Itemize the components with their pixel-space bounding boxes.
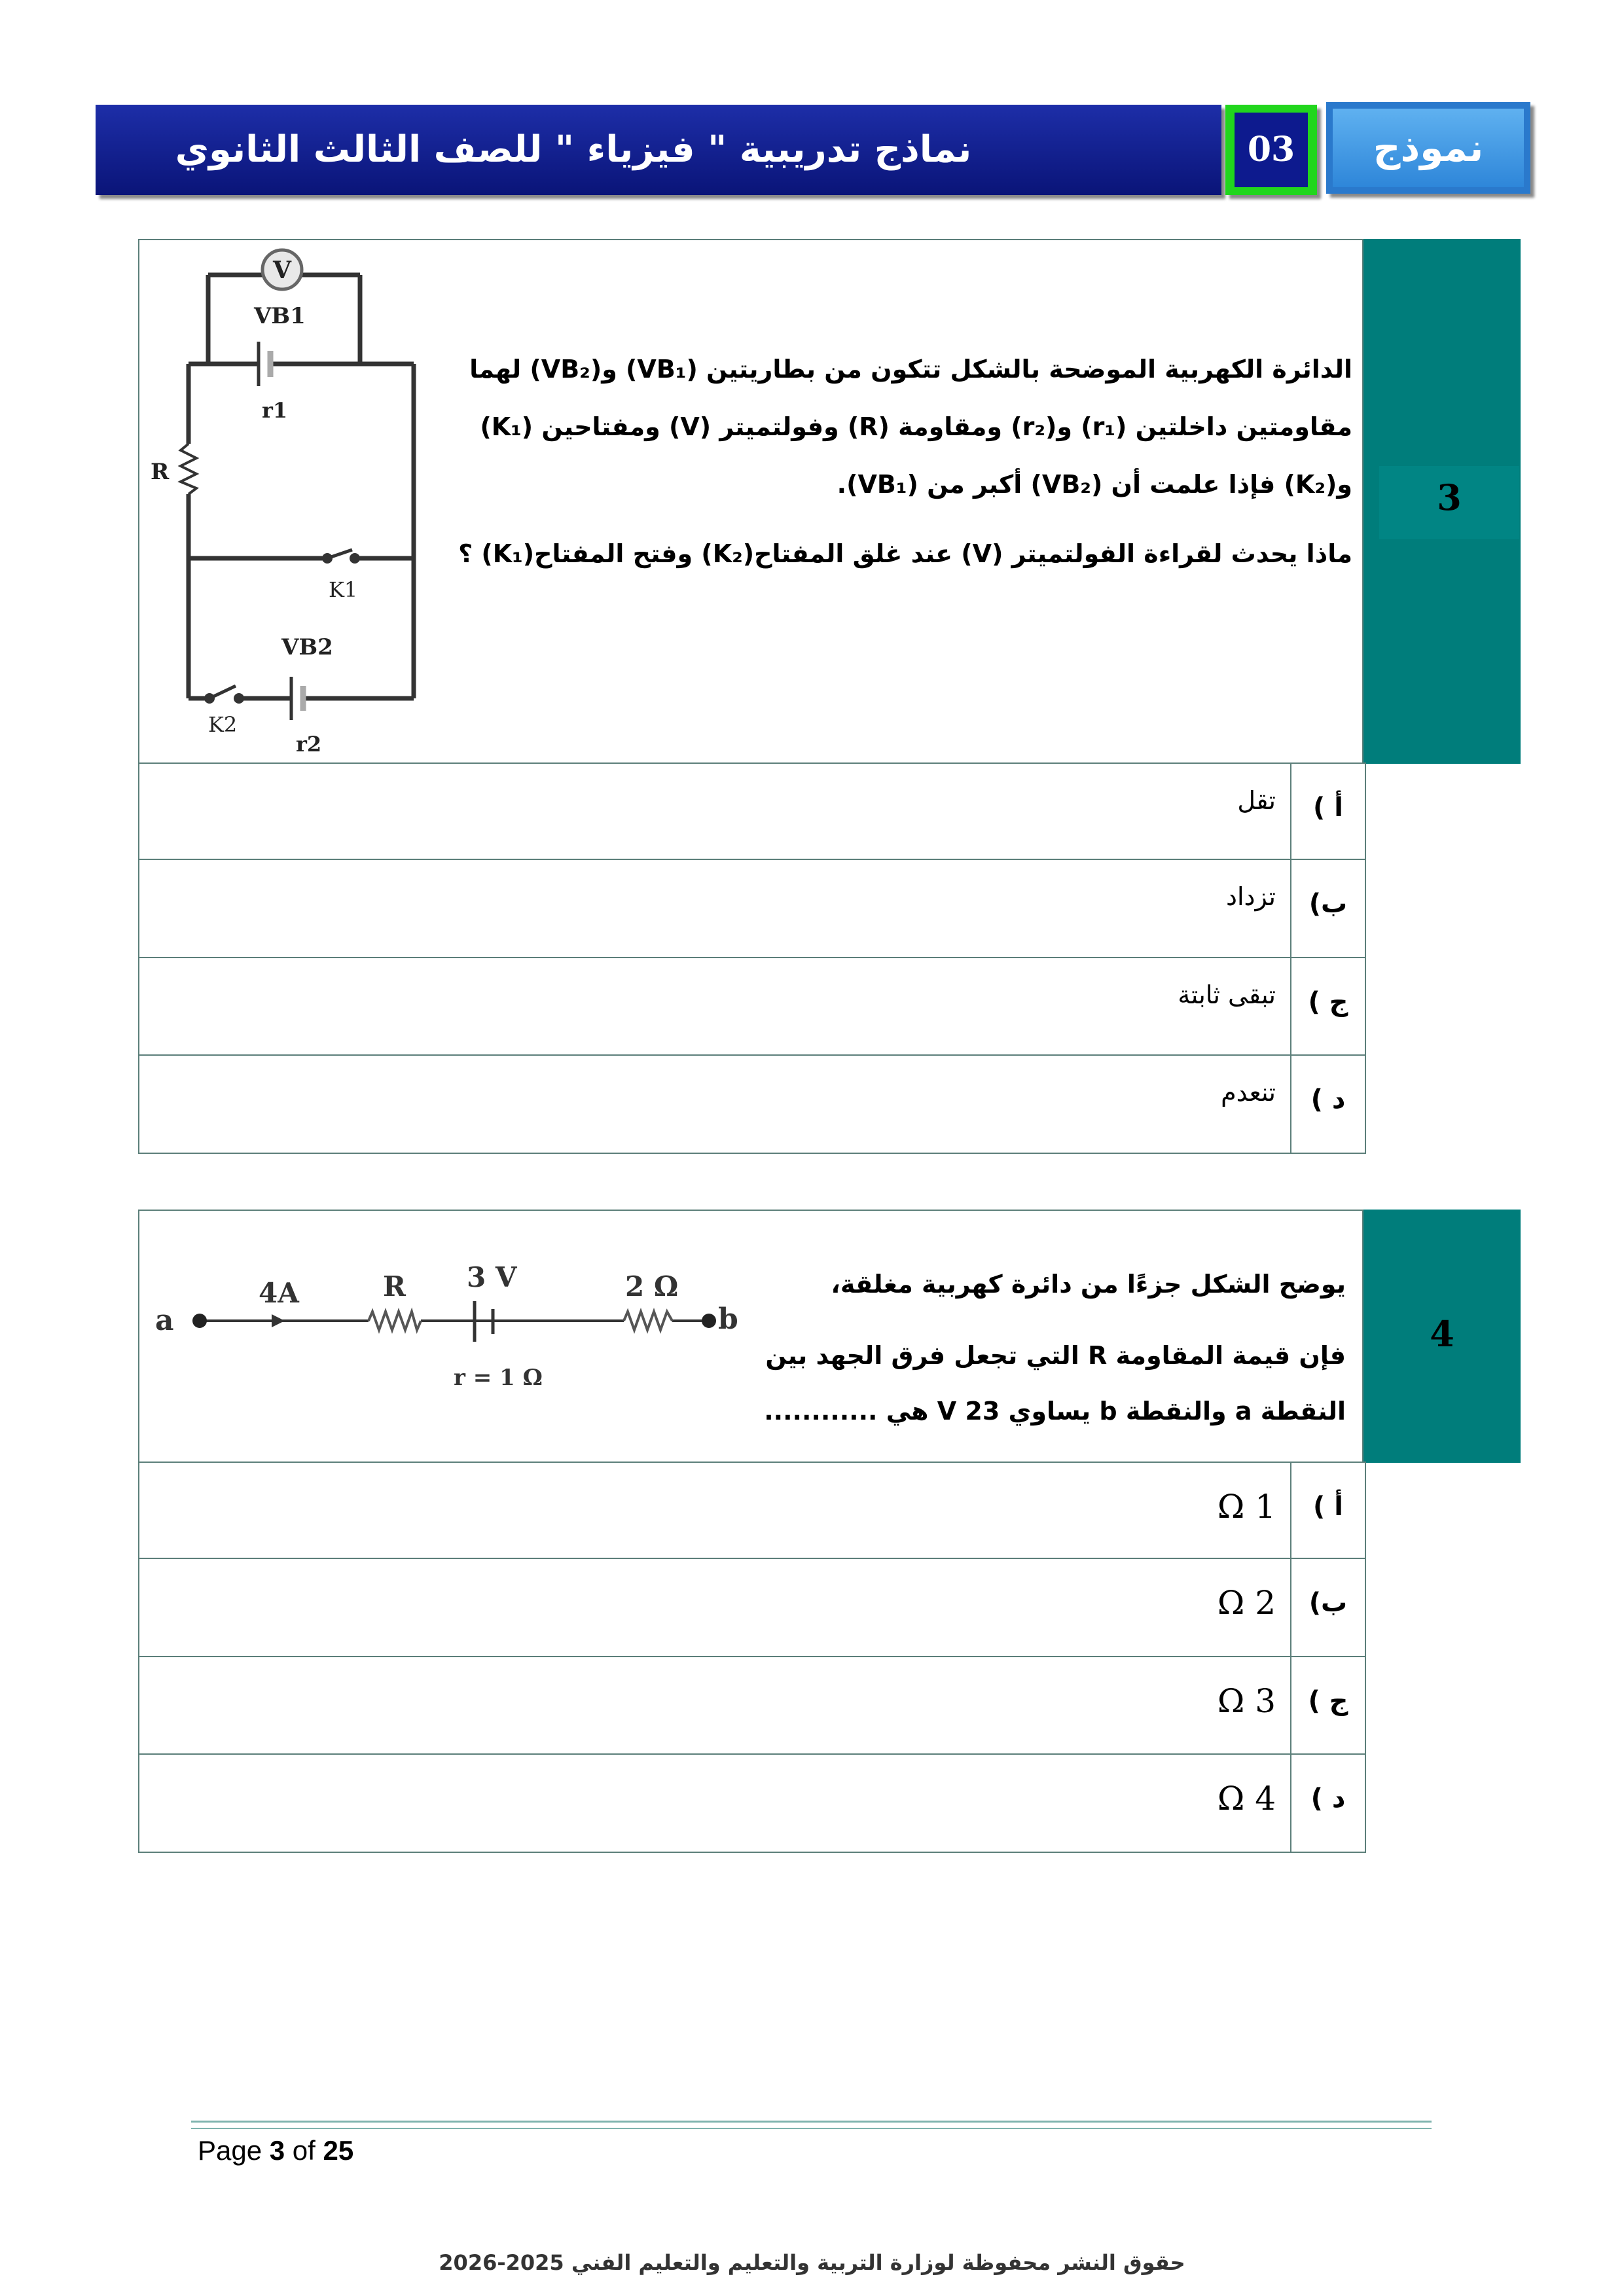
question-3-line-4: ماذا يحدث لقراءة الفولتميتر (V) عند غلق المفتاح(K₂) وفتح المفتاح(K₁) ؟ [458,539,1352,568]
question-4-options [138,1462,1366,1853]
label-b: b [718,1302,738,1336]
option-text: 2 Ω [139,1558,1291,1657]
question-4-text [724,1251,1346,1444]
option-letter: د ) [1291,1754,1365,1852]
option-letter: ج ) [1291,958,1365,1055]
label-internal-r: r = 1 Ω [454,1365,543,1391]
option-letter: أ ) [1291,763,1365,859]
label-k2: K2 [208,712,238,737]
page-label: Page [198,2135,262,2166]
question-4-line-2: فإن قيمة المقاومة R التي تجعل فرق الجهد بين [765,1341,1346,1370]
option-text: تزداد [139,859,1291,958]
option-text: 4 Ω [139,1754,1291,1852]
option-letter: ب) [1291,859,1365,958]
label-r: R [383,1270,406,1302]
label-r1: r1 [262,398,288,423]
option-row[interactable] [139,1754,1365,1852]
point-a-dot [192,1314,207,1328]
option-row[interactable] [139,1055,1365,1153]
label-r: R [151,459,170,485]
option-row[interactable] [139,958,1365,1055]
question-3-options [138,762,1366,1154]
question-3-line-3: و(K₂) فإذا علمت أن (VB₂) أكبر من (VB₁). [837,470,1352,499]
question-4-number: 4 [1430,1313,1454,1355]
model-label-box [1326,102,1530,194]
page-current: 3 [269,2135,285,2166]
voltmeter-label: V [273,257,291,284]
copyright-notice: حقوق النشر محفوظة لوزارة التربية والتعليم والتعليم الفني 2025-2026 [439,2250,1185,2275]
resistor-2ohm [624,1312,672,1330]
point-b-dot [702,1314,716,1328]
page-number [198,2135,353,2166]
page-total: 25 [323,2135,354,2166]
switch-k1-lever [327,550,352,558]
option-row[interactable] [139,763,1365,859]
label-r2: r2 [296,732,322,757]
label-vb2: VB2 [281,634,333,660]
current-arrow [272,1314,285,1327]
option-text: تقل [139,763,1291,859]
option-letter: أ ) [1291,1462,1365,1558]
resistor-r [181,444,196,494]
label-a: a [155,1304,174,1337]
option-row[interactable] [139,1462,1365,1558]
question-3-line-1: الدائرة الكهربية الموضحة بالشكل تتكون من بطاريتين (VB₁) و(VB₂) لهما [469,355,1352,384]
question-4-line-1: يوضح الشكل جزءًا من دائرة كهربية مغلقة، [831,1270,1346,1299]
option-text: تبقى ثابتة [139,958,1291,1055]
circuit-diagram-q4 [147,1244,769,1401]
label-current: 4A [259,1277,299,1309]
option-text: 3 Ω [139,1657,1291,1754]
label-2-ohm: 2 Ω [625,1270,679,1302]
option-row[interactable] [139,1558,1365,1657]
option-letter: ب) [1291,1558,1365,1657]
page-of: of [292,2135,316,2166]
resistor-r [369,1312,421,1330]
option-text: تنعدم [139,1055,1291,1153]
footer-divider [191,2121,1432,2129]
label-k1: K1 [329,577,358,602]
question-3-text [436,340,1352,583]
question-3-number: 3 [1437,476,1462,518]
model-number: 03 [1235,113,1308,187]
header-title: نماذج تدريبية " فيزياء " للصف الثالث الثانوي [175,128,972,171]
circuit-diagram-q3 [144,242,452,759]
label-vb1: VB1 [254,303,306,329]
option-letter: ج ) [1291,1657,1365,1754]
option-row[interactable] [139,1657,1365,1754]
label-emf: 3 V [467,1261,517,1293]
model-label: نموذج [1333,109,1524,187]
model-number-box [1225,105,1317,195]
question-3-line-2: مقاومتين داخلتين (r₁) و(r₂) ومقاومة (R) وفولتميتر (V) ومفتاحين (K₁) [480,412,1352,441]
option-text: 1 Ω [139,1462,1291,1558]
question-4-line-3: النقطة a والنقطة b يساوي 23 V هي ............ [764,1397,1346,1426]
option-letter: د ) [1291,1055,1365,1153]
header-banner [96,105,1221,195]
switch-k2-lever [209,686,236,698]
option-row[interactable] [139,859,1365,958]
